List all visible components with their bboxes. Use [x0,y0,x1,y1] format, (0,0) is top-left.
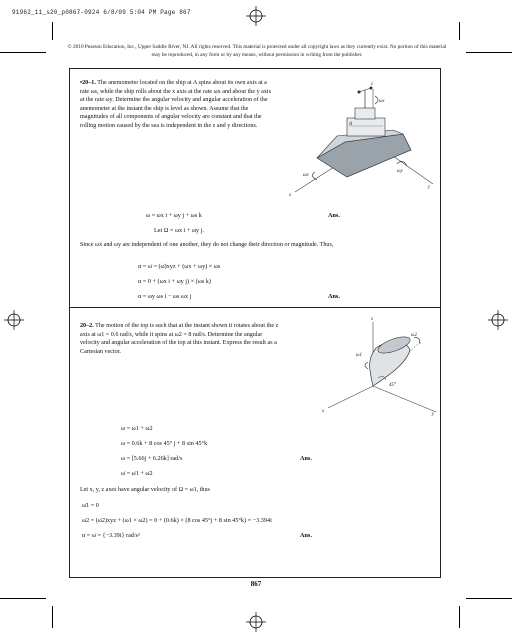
equation: α = ωy ωs i − ωs ωx j [138,293,192,300]
equation: ω̇1 = 0 [82,502,99,509]
problem-divider [69,307,441,308]
problem-number: 20–2. [80,323,94,329]
print-slug: 91962_11_s20_p0867-0924 6/8/09 5:04 PM Page 867 [12,9,191,16]
answer-label: Ans. [328,212,340,219]
answer-label: Ans. [300,532,312,539]
equation: ω̇ = ω̇1 + ω̇2 [121,470,153,477]
crop-mark [466,52,512,53]
registration-mark-icon [246,612,266,632]
crop-mark [459,606,460,628]
body-text: Since ωx and ωy are independent of one another, they do not change their direction or magnitude. Thus, [80,242,334,248]
figure-label: z [371,82,373,87]
figure-label: z [371,317,373,322]
crop-mark [0,598,46,599]
equation: ω̇2 = (ω̇2)xyz + (ω1 × ω2) = 0 + (0.6k) × (8 cos 45°j + 8 sin 45°k) = −3.394i [82,517,272,524]
problem-statement [80,322,280,356]
figure-label: ωs [379,99,385,104]
ship-anemometer-figure [285,72,435,200]
figure-label: 45° [389,383,396,388]
registration-mark-icon [246,6,266,26]
registration-mark-icon [4,310,24,330]
crop-mark [0,52,46,53]
crop-mark [466,598,512,599]
problem-text: The motion of the top is such that at the instant shown it rotates about the z axis at ω1 = 0.6 rad/s, while it spins at ω2 = 8 rad/s. Determine the angular velocity and angular acceleration of the top at this instant. Express the result as a Cartesian vector. [80,323,279,355]
answer-label: Ans. [328,293,340,300]
figure-label: ωy [397,169,403,174]
figure-label: A [349,122,353,127]
crop-mark [459,22,460,40]
equation: α = ω̇ = (ω̇)xyz + (ωx + ωy) × ωs [138,263,221,270]
equation: Let Ω = ωx i + ωy j. [154,227,204,234]
figure-label: y [432,412,435,416]
answer-label: Ans. [300,455,312,462]
crop-mark [52,22,53,40]
problem-number: •20–1. [80,80,96,86]
figure-label: y [428,185,431,190]
figure-label: ωx [303,173,309,178]
body-text: Let x, y, z axes have angular velocity of Ω = ω1, thus [80,487,210,493]
problem-text: The anemometer located on the ship at A spins about its own axis at a rate ωs, while the ship rolls about the x axis at the rate ωx and about the y axis at the rate ωy. Determine the angular velocity and angular acceleration of the anemometer at the instant the ship is level as shown. Assume that the magnitudes of all components of angular velocity are constant and that the rolling motion caused by the sea is independent in the z and y directions. [80,80,271,129]
equation: α = 0 + (ωx i + ωy j) × (ωs k) [138,278,211,285]
page-number: 867 [250,580,262,588]
equation: ω = ω1 + ω2 [121,425,153,432]
spinning-top-figure [318,316,440,416]
figure-label: x [289,193,292,198]
problem-statement [80,79,275,131]
figure-label: ω2 [411,333,418,338]
figure-label: ω1 [356,353,363,358]
copyright-notice: © 2010 Pearson Education, Inc., Upper Saddle River, NJ. All rights reserved. This material is protected under all copyright laws as they currently exist. No portion of this material may be reproduced, in any form or by any means, without permission in writing from the publisher. [67,44,447,58]
equation: ω = ωx i + ωy j + ωs k [146,212,202,219]
equation: α = ω̇ = {−3.39i} rad/s² [82,532,140,539]
equation: ω = 0.6k + 8 cos 45° j + 8 sin 45°k [121,440,208,447]
figure-label: x [322,409,325,414]
equation: ω = [5.66j + 6.26k] rad/s [121,455,183,462]
registration-mark-icon [488,310,508,330]
crop-mark [52,606,53,628]
